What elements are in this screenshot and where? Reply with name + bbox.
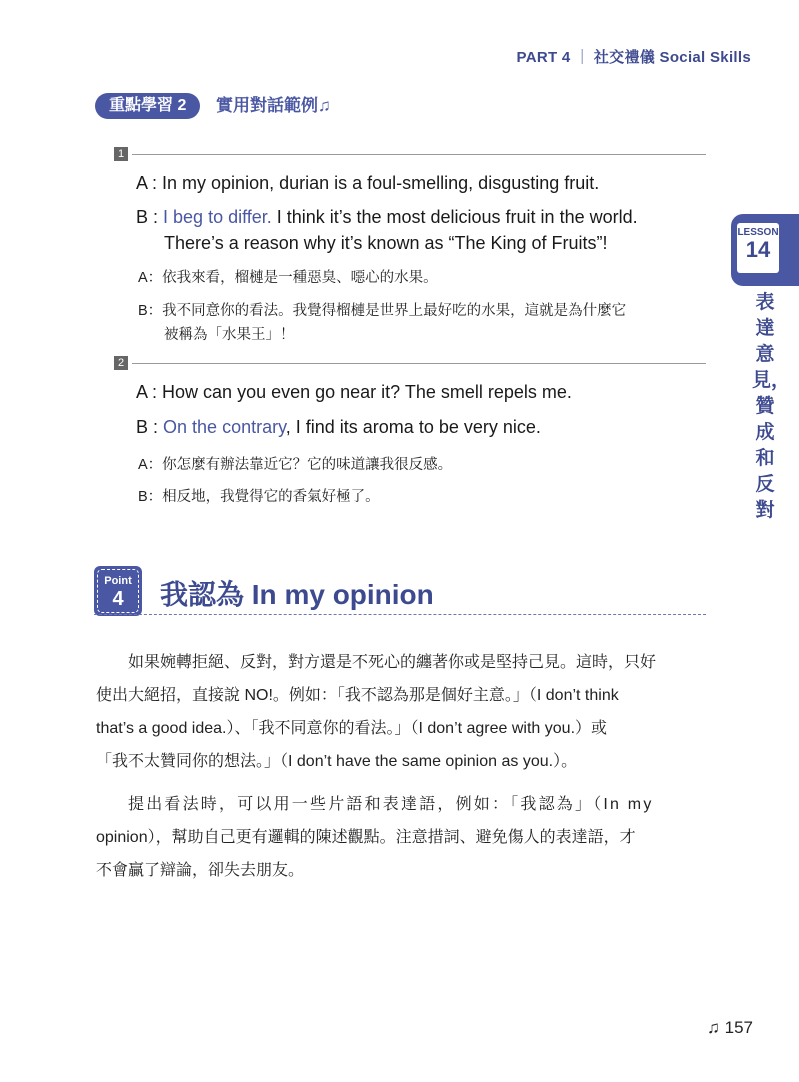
- point-title: 我認為 In my opinion: [160, 579, 434, 610]
- page-number: [707, 1018, 753, 1038]
- dialogue-number-2: 2: [114, 356, 128, 370]
- zh-a-text: 你怎麼有辦法靠近它？它的味道讓我很反感。: [162, 457, 453, 473]
- paragraph-line: that’s a good idea.）、「我不同意你的看法。」（I don’t agree with you.）或: [96, 720, 608, 737]
- running-header: [517, 46, 751, 67]
- music-note-icon: ♫: [707, 1018, 720, 1037]
- lesson-vertical-title: 表達意見，贊成和反對: [752, 292, 791, 521]
- zh-speaker-a: A：: [138, 270, 163, 286]
- section-title: [216, 94, 331, 118]
- paragraph-line: 不會贏了辯論，卻失去朋友。: [96, 862, 305, 879]
- key-phrase: On the contrary: [163, 417, 286, 437]
- music-note-icon: ♫: [318, 96, 331, 115]
- point-dashed-divider: [94, 614, 706, 615]
- section-badge: 重點學習 2: [95, 93, 200, 119]
- paragraph-line: 提出看法時，可以用一些片語和表達語，例如：「我認為」（In my: [128, 796, 654, 813]
- dialogue-divider-1: [132, 154, 706, 155]
- line-b-text: I think it’s the most delicious fruit in the world.: [271, 207, 638, 227]
- dialogue-1-line-b-cont: There’s a reason why it’s known as “The King of Fruits”!: [164, 233, 608, 253]
- point-badge: [94, 566, 142, 616]
- speaker-b: B :: [136, 417, 159, 437]
- zh-b-text: 相反地，我覺得它的香氣好極了。: [162, 489, 380, 505]
- zh-a-text: 依我來看，榴槤是一種惡臭、噁心的水果。: [162, 270, 438, 286]
- header-title: 社交禮儀 Social Skills: [593, 49, 751, 66]
- paragraph-1: [96, 646, 706, 778]
- speaker-a: A :: [136, 173, 158, 193]
- paragraph-line: opinion），幫助自己更有邏輯的陳述觀點。注意措詞、避免傷人的表達語，才: [96, 829, 636, 846]
- lesson-label: LESSON: [737, 227, 779, 238]
- page-number-value: 157: [724, 1018, 753, 1037]
- speaker-b: B :: [136, 207, 159, 227]
- dialogue-1-zh-a: [138, 266, 438, 291]
- zh-speaker-b: B：: [138, 489, 163, 505]
- key-phrase: I beg to differ.: [163, 207, 272, 227]
- lesson-tab: [731, 214, 799, 286]
- point-label: Point: [104, 575, 132, 587]
- section-title-text: 實用對話範例: [216, 96, 318, 115]
- line-a-text: How can you even go near it? The smell repels me.: [162, 382, 572, 402]
- dialogue-2-zh-a: [138, 453, 452, 478]
- paragraph-line: 如果婉轉拒絕、反對，對方還是不死心的纏著你或是堅持己見。這時，只好: [128, 654, 657, 671]
- zh-speaker-b: B：: [138, 303, 163, 319]
- paragraph-line: 使出大絕招，直接說 NO!。例如：「我不認為那是個好主意。」（I don’t think: [96, 687, 619, 704]
- lesson-tag: [737, 223, 779, 273]
- dialogue-2-zh-b: [138, 485, 380, 510]
- dialogue-1-zh-b: [138, 299, 626, 324]
- dialogue-1-line-b: [136, 204, 638, 231]
- point-number: 4: [112, 588, 124, 610]
- header-separator: ｜: [574, 49, 590, 66]
- dialogue-number-1: 1: [114, 147, 128, 161]
- dialogue-2-line-b: [136, 414, 541, 441]
- lesson-number: 14: [745, 237, 771, 262]
- dialogue-2-line-a: [136, 379, 572, 406]
- dialogue-1-zh-b-cont: 被稱為「水果王」！: [164, 327, 295, 343]
- zh-b-text: 我不同意你的看法。我覺得榴槤是世界上最好吃的水果，這就是為什麼它: [162, 303, 627, 319]
- paragraph-line: 「我不太贊同你的想法。」（I don’t have the same opinion as you.）。: [96, 753, 578, 770]
- paragraph-2: [96, 788, 706, 887]
- header-part: PART 4: [516, 49, 571, 66]
- line-a-text: In my opinion, durian is a foul-smelling, disgusting fruit.: [162, 173, 600, 193]
- zh-speaker-a: A：: [138, 457, 163, 473]
- dialogue-divider-2: [132, 363, 706, 364]
- speaker-a: A :: [136, 382, 158, 402]
- dialogue-1-line-a: [136, 170, 599, 197]
- line-b-text: , I find its aroma to be very nice.: [285, 417, 541, 437]
